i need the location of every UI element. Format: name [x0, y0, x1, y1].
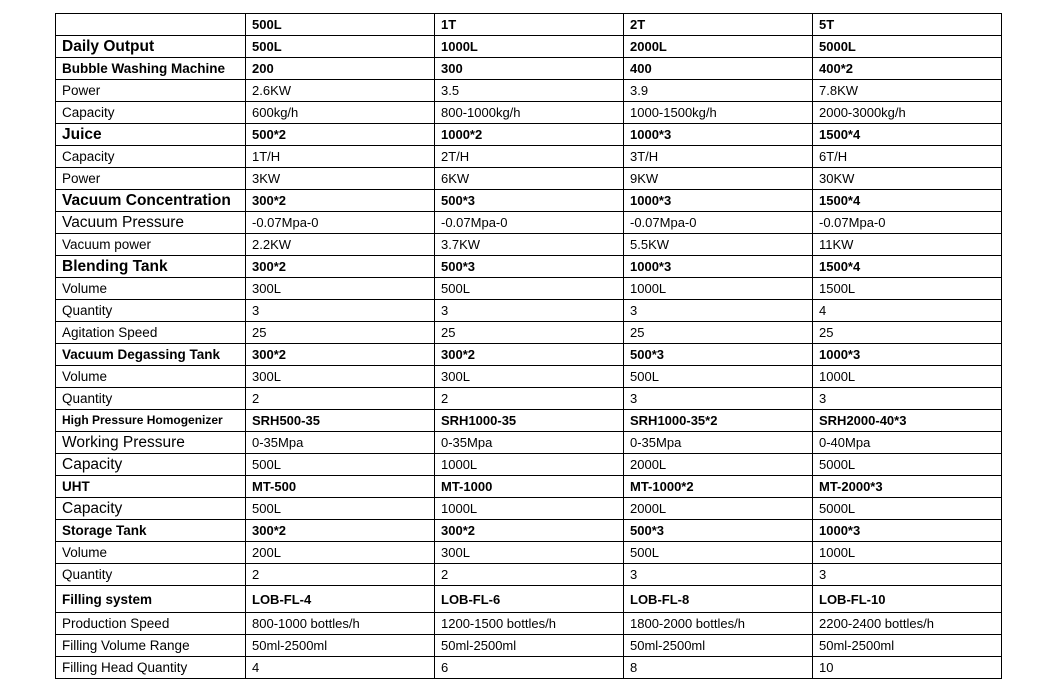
row-value-cell: 3 [624, 300, 813, 322]
row-value-cell: 400 [624, 58, 813, 80]
table-row [56, 498, 1002, 520]
row-value-cell: 5.5KW [624, 234, 813, 256]
row-value-cell: 25 [624, 322, 813, 344]
table-row [56, 256, 1002, 278]
row-value-cell: 3T/H [624, 146, 813, 168]
header-cell-500l: 500L [246, 14, 435, 36]
row-value-cell: 2 [435, 564, 624, 586]
spec-table-body [56, 14, 1002, 679]
row-label: Filling Head Quantity [56, 657, 246, 679]
row-value-cell: 2000-3000kg/h [813, 102, 1002, 124]
row-value-cell: 2000L [624, 36, 813, 58]
row-value-cell: 300 [435, 58, 624, 80]
row-value-cell: 2000L [624, 454, 813, 476]
row-value-cell: 2 [246, 564, 435, 586]
row-value-cell: 300*2 [246, 190, 435, 212]
row-value-cell: 1200-1500 bottles/h [435, 613, 624, 635]
row-value-cell: 10 [813, 657, 1002, 679]
row-value-cell: LOB-FL-6 [435, 586, 624, 613]
table-row [56, 410, 1002, 432]
row-value-cell: 500*3 [435, 256, 624, 278]
row-value-cell: 1000*3 [813, 344, 1002, 366]
row-value-cell: 1500*4 [813, 256, 1002, 278]
row-value-cell: 2000L [624, 498, 813, 520]
row-label: Blending Tank [56, 256, 246, 278]
row-value-cell: 0-40Mpa [813, 432, 1002, 454]
table-row [56, 168, 1002, 190]
row-value-cell: MT-1000 [435, 476, 624, 498]
table-row [56, 613, 1002, 635]
row-label: Quantity [56, 564, 246, 586]
row-value-cell: 4 [813, 300, 1002, 322]
header-row [56, 14, 1002, 36]
row-value-cell: 5000L [813, 36, 1002, 58]
row-value-cell: 5000L [813, 498, 1002, 520]
row-value-cell: 1000L [435, 36, 624, 58]
row-value-cell: 2.2KW [246, 234, 435, 256]
row-label: Bubble Washing Machine [56, 58, 246, 80]
row-value-cell: 6T/H [813, 146, 1002, 168]
row-label: Vacuum power [56, 234, 246, 256]
row-value-cell: 2T/H [435, 146, 624, 168]
row-value-cell: -0.07Mpa-0 [435, 212, 624, 234]
row-value-cell: LOB-FL-10 [813, 586, 1002, 613]
table-row [56, 388, 1002, 410]
row-value-cell: 1000*3 [624, 190, 813, 212]
row-value-cell: -0.07Mpa-0 [246, 212, 435, 234]
row-value-cell: 500L [246, 36, 435, 58]
row-value-cell: SRH500-35 [246, 410, 435, 432]
row-value-cell: 3 [813, 388, 1002, 410]
row-value-cell: 300L [246, 278, 435, 300]
row-value-cell: -0.07Mpa-0 [813, 212, 1002, 234]
row-value-cell: 7.8KW [813, 80, 1002, 102]
row-value-cell: 1000L [813, 366, 1002, 388]
table-row [56, 146, 1002, 168]
row-value-cell: LOB-FL-4 [246, 586, 435, 613]
row-label: Power [56, 80, 246, 102]
row-value-cell: 8 [624, 657, 813, 679]
row-value-cell: 200L [246, 542, 435, 564]
row-value-cell: 5000L [813, 454, 1002, 476]
header-cell-2t: 2T [624, 14, 813, 36]
row-label: Power [56, 168, 246, 190]
row-value-cell: 3 [624, 564, 813, 586]
row-value-cell: 6KW [435, 168, 624, 190]
row-value-cell: 2.6KW [246, 80, 435, 102]
row-value-cell: 200 [246, 58, 435, 80]
table-row [56, 234, 1002, 256]
row-value-cell: 50ml-2500ml [624, 635, 813, 657]
row-label: Working Pressure [56, 432, 246, 454]
row-value-cell: 300L [246, 366, 435, 388]
row-label: Vacuum Pressure [56, 212, 246, 234]
row-label: Quantity [56, 388, 246, 410]
row-value-cell: 1000L [435, 454, 624, 476]
row-label: Volume [56, 278, 246, 300]
table-row [56, 322, 1002, 344]
table-row [56, 657, 1002, 679]
row-value-cell: 25 [435, 322, 624, 344]
row-label: UHT [56, 476, 246, 498]
table-row [56, 564, 1002, 586]
row-value-cell: -0.07Mpa-0 [624, 212, 813, 234]
row-value-cell: 400*2 [813, 58, 1002, 80]
table-row [56, 190, 1002, 212]
row-value-cell: 30KW [813, 168, 1002, 190]
row-value-cell: 500L [246, 454, 435, 476]
row-value-cell: 9KW [624, 168, 813, 190]
row-value-cell: 2 [246, 388, 435, 410]
row-value-cell: MT-500 [246, 476, 435, 498]
row-value-cell: 1T/H [246, 146, 435, 168]
table-row [56, 476, 1002, 498]
row-value-cell: 500L [435, 278, 624, 300]
table-row [56, 520, 1002, 542]
spec-table [55, 13, 1002, 679]
row-value-cell: 3.9 [624, 80, 813, 102]
row-value-cell: 500L [624, 542, 813, 564]
row-value-cell: 800-1000 bottles/h [246, 613, 435, 635]
table-row [56, 300, 1002, 322]
row-value-cell: 2 [435, 388, 624, 410]
table-row [56, 344, 1002, 366]
row-value-cell: 300*2 [435, 344, 624, 366]
row-value-cell: 0-35Mpa [435, 432, 624, 454]
row-value-cell: 300*2 [435, 520, 624, 542]
row-label: Vacuum Concentration [56, 190, 246, 212]
table-row [56, 366, 1002, 388]
row-label: Capacity [56, 102, 246, 124]
row-value-cell: 0-35Mpa [624, 432, 813, 454]
row-value-cell: 500L [246, 498, 435, 520]
row-value-cell: 25 [813, 322, 1002, 344]
table-row [56, 586, 1002, 613]
row-value-cell: 300*2 [246, 344, 435, 366]
row-value-cell: LOB-FL-8 [624, 586, 813, 613]
row-value-cell: 2200-2400 bottles/h [813, 613, 1002, 635]
table-row [56, 102, 1002, 124]
row-value-cell: 1000L [624, 278, 813, 300]
row-value-cell: 50ml-2500ml [813, 635, 1002, 657]
row-label: Volume [56, 366, 246, 388]
row-value-cell: 500*3 [624, 344, 813, 366]
row-label: High Pressure Homogenizer [56, 410, 246, 432]
row-value-cell: 25 [246, 322, 435, 344]
row-value-cell: 300L [435, 542, 624, 564]
row-value-cell: 6 [435, 657, 624, 679]
row-value-cell: 3 [246, 300, 435, 322]
row-label: Storage Tank [56, 520, 246, 542]
row-value-cell: 1500*4 [813, 190, 1002, 212]
row-value-cell: 500*3 [624, 520, 813, 542]
row-value-cell: 4 [246, 657, 435, 679]
table-row [56, 432, 1002, 454]
table-row [56, 58, 1002, 80]
table-row [56, 542, 1002, 564]
header-cell-1t: 1T [435, 14, 624, 36]
row-label: Filling system [56, 586, 246, 613]
table-row [56, 635, 1002, 657]
row-value-cell: SRH2000-40*3 [813, 410, 1002, 432]
table-row [56, 36, 1002, 58]
row-value-cell: 1000L [813, 542, 1002, 564]
header-cell-5t: 5T [813, 14, 1002, 36]
table-row [56, 80, 1002, 102]
row-label: Agitation Speed [56, 322, 246, 344]
row-value-cell: SRH1000-35 [435, 410, 624, 432]
row-label: Production Speed [56, 613, 246, 635]
row-label: Capacity [56, 454, 246, 476]
row-label: Juice [56, 124, 246, 146]
row-value-cell: 3.5 [435, 80, 624, 102]
row-value-cell: 50ml-2500ml [246, 635, 435, 657]
row-label: Daily Output [56, 36, 246, 58]
row-value-cell: MT-2000*3 [813, 476, 1002, 498]
row-value-cell: 1000*3 [813, 520, 1002, 542]
row-value-cell: 1000-1500kg/h [624, 102, 813, 124]
table-row [56, 124, 1002, 146]
row-value-cell: 300L [435, 366, 624, 388]
row-value-cell: 50ml-2500ml [435, 635, 624, 657]
row-value-cell: 3 [813, 564, 1002, 586]
row-value-cell: 1000L [435, 498, 624, 520]
row-label: Quantity [56, 300, 246, 322]
row-value-cell: SRH1000-35*2 [624, 410, 813, 432]
row-value-cell: 11KW [813, 234, 1002, 256]
row-value-cell: 0-35Mpa [246, 432, 435, 454]
row-label: Capacity [56, 146, 246, 168]
row-value-cell: 500*2 [246, 124, 435, 146]
header-cell-empty [56, 14, 246, 36]
row-value-cell: 1500*4 [813, 124, 1002, 146]
row-label: Filling Volume Range [56, 635, 246, 657]
row-value-cell: 1800-2000 bottles/h [624, 613, 813, 635]
row-value-cell: 3KW [246, 168, 435, 190]
row-label: Volume [56, 542, 246, 564]
table-row [56, 212, 1002, 234]
row-value-cell: 3.7KW [435, 234, 624, 256]
row-value-cell: 1000*3 [624, 124, 813, 146]
row-value-cell: MT-1000*2 [624, 476, 813, 498]
row-value-cell: 300*2 [246, 256, 435, 278]
table-row [56, 454, 1002, 476]
row-value-cell: 3 [624, 388, 813, 410]
row-value-cell: 500L [624, 366, 813, 388]
row-value-cell: 500*3 [435, 190, 624, 212]
row-value-cell: 1000*3 [624, 256, 813, 278]
row-label: Vacuum Degassing Tank [56, 344, 246, 366]
row-label: Capacity [56, 498, 246, 520]
table-row [56, 278, 1002, 300]
row-value-cell: 800-1000kg/h [435, 102, 624, 124]
row-value-cell: 600kg/h [246, 102, 435, 124]
row-value-cell: 300*2 [246, 520, 435, 542]
row-value-cell: 3 [435, 300, 624, 322]
row-value-cell: 1000*2 [435, 124, 624, 146]
row-value-cell: 1500L [813, 278, 1002, 300]
